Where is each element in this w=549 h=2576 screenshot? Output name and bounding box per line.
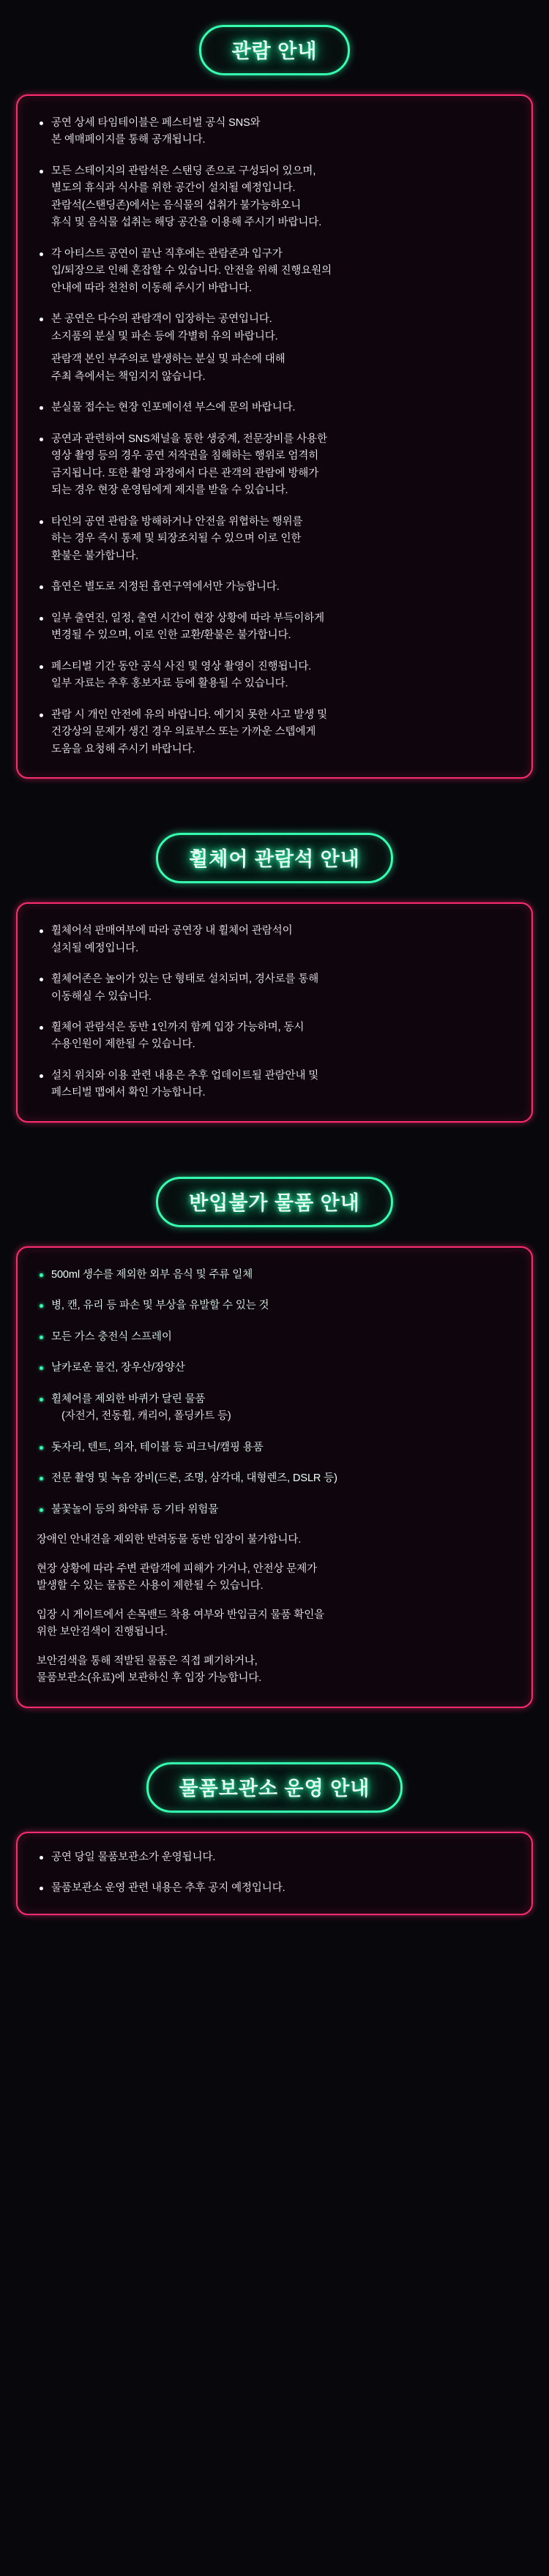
- list-item: [37, 707, 512, 758]
- list-item: [37, 1502, 512, 1519]
- section-title-wheelchair-guide: [0, 808, 549, 902]
- list-item: [37, 971, 512, 1006]
- line: 500ml 생수를 제외한 외부 음식 및 주류 일체: [51, 1268, 253, 1281]
- list-item: [37, 115, 512, 149]
- list-item: [37, 163, 512, 232]
- line: 휠체어석 판매여부에 따라 공연장 내 휠체어 관람석이: [51, 925, 293, 937]
- spacer: [0, 779, 549, 808]
- list-item: [37, 431, 512, 500]
- line: 입/퇴장으로 인해 혼잡할 수 있습니다. 안전을 위해 진행요원의: [51, 265, 332, 277]
- list-item: [37, 311, 512, 386]
- line: 안내에 따라 천천히 이동해 주시기 바랍니다.: [51, 282, 252, 294]
- list-item: [37, 1391, 512, 1426]
- list-item: [37, 1360, 512, 1377]
- line: 휠체어존은 높이가 있는 단 형태로 설치되며, 경사로를 통해: [51, 973, 319, 986]
- line: 페스티벌 맵에서 확인 가능합니다.: [51, 1087, 206, 1099]
- list-item: [37, 246, 512, 297]
- section-title-text: 물품보관소 운영 안내: [179, 1777, 370, 1800]
- section-title-text: 휠체어 관람석 안내: [189, 848, 360, 871]
- spacer: [37, 1519, 512, 1532]
- list-item: [37, 659, 512, 693]
- paragraph: [37, 1653, 512, 1688]
- viewing-guide-card: [16, 94, 533, 779]
- list-item: [37, 1068, 512, 1102]
- list-item: [37, 1880, 512, 1897]
- line: 도움을 요청해 주시기 바랍니다.: [51, 743, 195, 755]
- line: 금지됩니다. 또한 촬영 과정에서 다른 관객의 관람에 방해가: [51, 467, 319, 479]
- title-pill: [199, 25, 351, 75]
- line: 주최 측에서는 책임지지 않습니다.: [51, 370, 206, 383]
- line: 불꽃놀이 등의 화약류 등 기타 위험물: [51, 1503, 219, 1516]
- title-pill: [156, 833, 393, 883]
- prohibited-items-list: [37, 1267, 512, 1519]
- wheelchair-guide-card: [16, 902, 533, 1123]
- line: 일부 자료는 추후 홍보자료 등에 활용될 수 있습니다.: [51, 678, 288, 690]
- line: 수용인원이 제한될 수 있습니다.: [51, 1038, 195, 1051]
- line: 환불은 불가합니다.: [51, 550, 139, 562]
- line: 이동해실 수 있습니다.: [51, 990, 152, 1003]
- line: 소지품의 분실 및 파손 등에 각별히 유의 바랍니다.: [51, 330, 278, 342]
- section-title-text: 관람 안내: [231, 40, 318, 62]
- viewing-guide-list: [37, 115, 512, 758]
- line: 휠체어를 제외한 바퀴가 달린 물품: [51, 1393, 206, 1405]
- line: 일부 출연진, 일정, 출연 시간이 현장 상황에 따라 부득이하게: [51, 612, 325, 624]
- line: 설치 위치와 이용 관련 내용은 추후 업데이트될 관람안내 및: [51, 1069, 319, 1082]
- paragraph: [37, 1561, 512, 1595]
- line: 현장 상황에 따라 주변 관람객에 피해가 가거나, 안전상 문제가: [37, 1562, 318, 1575]
- list-item: [37, 400, 512, 416]
- prohibited-items-card: [16, 1246, 533, 1708]
- list-item: [37, 1329, 512, 1346]
- title-pill: [156, 1177, 393, 1227]
- list-item: [37, 1298, 512, 1314]
- line: 본 예매페이지를 통해 공개됩니다.: [51, 134, 206, 146]
- line: 흡연은 별도로 지정된 흡연구역에서만 가능합니다.: [51, 581, 280, 594]
- line: 분실물 접수는 현장 인포메이션 부스에 문의 바랍니다.: [51, 402, 296, 414]
- line: 위한 보안검색이 진행됩니다.: [37, 1626, 168, 1639]
- line: 설치될 예정입니다.: [51, 942, 139, 954]
- line: 별도의 휴식과 식사를 위한 공간이 설치될 예정입니다.: [51, 182, 296, 195]
- line: 하는 경우 즉시 통제 및 퇴장조치될 수 있으며 이로 인한: [51, 533, 302, 545]
- list-item: [37, 514, 512, 565]
- line: (자전거, 전동휠, 캐리어, 폴딩카트 등): [61, 1410, 231, 1423]
- line: 날카로운 물건, 장우산/장양산: [51, 1362, 185, 1374]
- locker-guide-list: [37, 1849, 512, 1898]
- spacer: [51, 345, 512, 351]
- line: 관람석(스탠딩존)에서는 음식물의 섭취가 불가능하오니: [51, 199, 302, 211]
- line: 페스티벌 기간 동안 공식 사진 및 영상 촬영이 진행됩니다.: [51, 660, 312, 673]
- line: 모든 가스 충전식 스프레이: [51, 1330, 172, 1343]
- spacer: [0, 1123, 549, 1152]
- list-item: [37, 1849, 512, 1866]
- list-item: [37, 1019, 512, 1054]
- line: 전문 촬영 및 녹음 장비(드론, 조명, 삼각대, 대형렌즈, DSLR 등): [51, 1472, 337, 1485]
- line: 모든 스테이지의 관람석은 스탠딩 존으로 구성되어 있으며,: [51, 165, 316, 177]
- line: 관람객 본인 부주의로 발생하는 분실 및 파손에 대해: [51, 353, 285, 366]
- line: 입장 시 게이트에서 손목밴드 착용 여부와 반입금지 물품 확인을: [37, 1609, 325, 1621]
- line: 발생할 수 있는 물품은 사용이 제한될 수 있습니다.: [37, 1580, 264, 1592]
- line: 변경될 수 있으며, 이로 인한 교환/환불은 불가합니다.: [51, 629, 291, 642]
- paragraph: [37, 1607, 512, 1641]
- list-item: [37, 1267, 512, 1284]
- line: 물품보관소(유료)에 보관하신 후 입장 가능합니다.: [37, 1672, 262, 1685]
- section-title-viewing-guide: [0, 0, 549, 94]
- line: 공연 당일 물품보관소가 운영됩니다.: [51, 1851, 216, 1863]
- line: 병, 캔, 유리 등 파손 및 부상을 유발할 수 있는 것: [51, 1300, 269, 1312]
- line: 휴식 및 음식물 섭취는 해당 공간을 이용해 주시기 바랍니다.: [51, 217, 322, 229]
- locker-guide-card: [16, 1832, 533, 1915]
- line: 영상 촬영 등의 경우 공연 저작권을 침해하는 행위로 엄격히: [51, 450, 319, 463]
- line: 장애인 안내견을 제외한 반려동물 동반 입장이 불가합니다.: [37, 1534, 302, 1546]
- line: 물품보관소 운영 관련 내용은 추후 공지 예정입니다.: [51, 1882, 285, 1895]
- section-title-locker-guide: [0, 1737, 549, 1832]
- line: 각 아티스트 공연이 끝난 직후에는 관람존과 입구가: [51, 247, 283, 260]
- list-item: [37, 1470, 512, 1487]
- paragraph: [37, 1532, 512, 1549]
- wheelchair-guide-list: [37, 923, 512, 1102]
- line: 되는 경우 현장 운영팀에게 제지를 받을 수 있습니다.: [51, 484, 288, 497]
- section-title-text: 반입불가 물품 안내: [189, 1191, 360, 1214]
- title-pill: [146, 1762, 403, 1813]
- line: 건강상의 문제가 생긴 경우 의료부스 또는 가까운 스텝에게: [51, 726, 316, 738]
- line: 휠체어 관람석은 동반 1인까지 함께 입장 가능하며, 동시: [51, 1021, 305, 1033]
- line: 본 공연은 다수의 관람객이 입장하는 공연입니다.: [51, 313, 272, 326]
- line: 공연과 관련하여 SNS채널을 통한 생중계, 전문장비를 사용한: [51, 433, 327, 445]
- list-item: [37, 1439, 512, 1456]
- list-item: [37, 610, 512, 645]
- line: 타인의 공연 관람을 방해하거나 안전을 위협하는 행위를: [51, 515, 303, 528]
- list-item: [37, 579, 512, 596]
- spacer: [0, 1708, 549, 1737]
- line: 관람 시 개인 안전에 유의 바랍니다. 예기치 못한 사고 발생 및: [51, 708, 327, 721]
- line: 공연 상세 타임테이블은 페스티벌 공식 SNS와: [51, 117, 261, 129]
- section-title-prohibited-items: [0, 1152, 549, 1246]
- list-item: [37, 923, 512, 957]
- line: 돗자리, 텐트, 의자, 테이블 등 피크닉/캠핑 용품: [51, 1441, 264, 1453]
- line: 보안검색을 통해 적발된 물품은 직접 폐기하거나,: [37, 1655, 258, 1667]
